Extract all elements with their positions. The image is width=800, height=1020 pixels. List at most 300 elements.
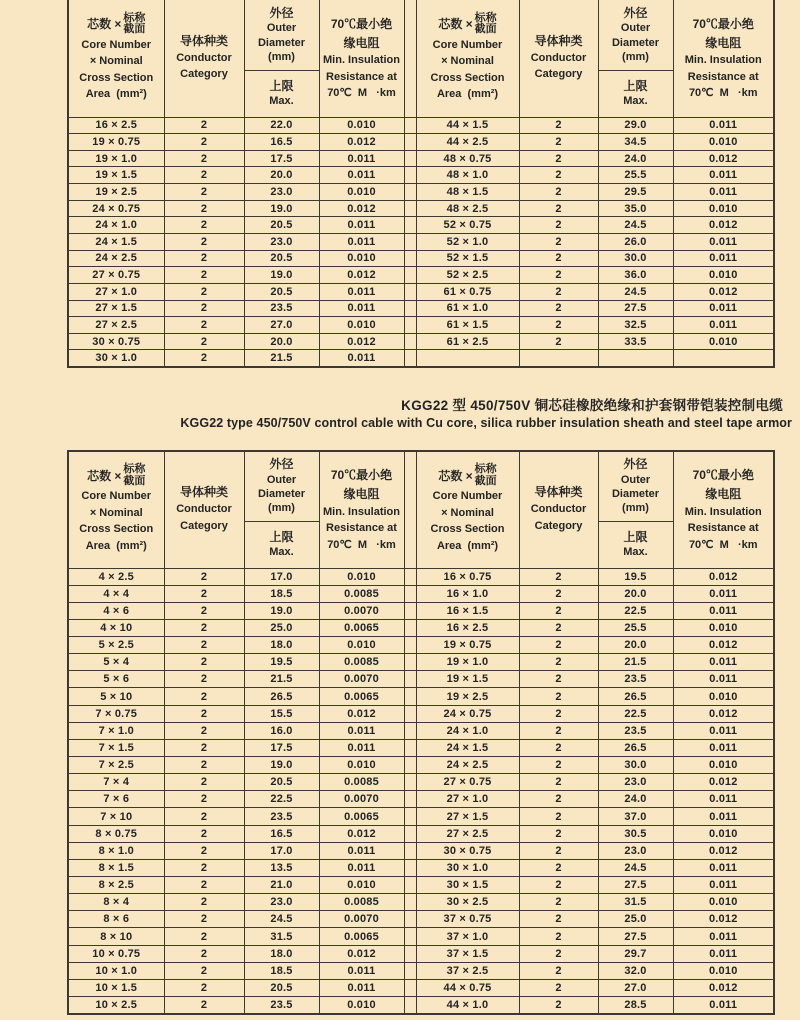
cell-insulation-resistance: 0.011 [319, 842, 404, 859]
header-core-number [416, 451, 519, 568]
table-row [68, 825, 774, 842]
cell-conductor-category: 2 [164, 134, 244, 151]
cell-conductor-category: 2 [164, 217, 244, 234]
cell-outer-diameter: 15.5 [244, 705, 319, 722]
cell-outer-diameter: 24.0 [598, 150, 673, 167]
cell-outer-diameter: 22.5 [598, 602, 673, 619]
cell-outer-diameter: 18.0 [244, 945, 319, 962]
header-outer-diameter [598, 451, 673, 521]
cell-outer-diameter: 27.5 [598, 300, 673, 317]
spacer-cell [404, 705, 416, 722]
spacer-cell [404, 671, 416, 688]
cell-core-spec: 5 × 4 [68, 654, 164, 671]
cell-conductor-category: 2 [519, 300, 598, 317]
cell-outer-diameter: 26.5 [598, 688, 673, 705]
cell-outer-diameter: 36.0 [598, 267, 673, 284]
conductor-en-line: Conductor [530, 51, 587, 64]
cell-insulation-resistance: 0.0065 [319, 619, 404, 636]
spacer-cell [404, 654, 416, 671]
header-core-number-zh [69, 11, 164, 37]
cell-insulation-resistance: 0.011 [673, 167, 774, 184]
cell-outer-diameter: 17.5 [244, 739, 319, 756]
cell-core-spec: 19 × 1.0 [416, 654, 519, 671]
table-row [68, 859, 774, 876]
cell-core-spec: 52 × 0.75 [416, 217, 519, 234]
core-number-en-line: Area (mm²) [436, 539, 499, 552]
od-max-en: Max. [269, 95, 294, 108]
spacer-cell [404, 739, 416, 756]
cell-conductor-category: 2 [519, 233, 598, 250]
od-max-en: Max. [269, 546, 294, 559]
cell-outer-diameter: 20.5 [244, 217, 319, 234]
cell-core-spec: 27 × 1.0 [68, 283, 164, 300]
cell-conductor-category: 2 [164, 350, 244, 367]
cell-outer-diameter: 16.0 [244, 722, 319, 739]
cell-conductor-category: 2 [519, 757, 598, 774]
insulation-zh-line: 70℃最小绝 [330, 468, 393, 483]
cell-outer-diameter: 20.0 [244, 167, 319, 184]
cell-conductor-category: 2 [519, 117, 598, 134]
cell-insulation-resistance: 0.012 [319, 134, 404, 151]
cell-conductor-category: 2 [519, 791, 598, 808]
cell-core-spec: 61 × 1.0 [416, 300, 519, 317]
header-outer-diameter [598, 0, 673, 70]
header-row-top [68, 451, 774, 521]
cell-conductor-category: 2 [164, 637, 244, 654]
cell-outer-diameter: 19.0 [244, 267, 319, 284]
table-row [68, 774, 774, 791]
spacer-cell [404, 962, 416, 979]
cell-outer-diameter: 24.5 [598, 283, 673, 300]
core-number-en-line: Cross Section [430, 523, 505, 536]
table-row [68, 350, 774, 367]
insulation-en-line: Resistance at [326, 70, 397, 83]
outer-diameter-en-line: (mm) [268, 50, 295, 63]
section-title-zh: KGG22 型 450/750V 铜芯硅橡胶绝缘和护套钢带铠装控制电缆 [401, 398, 783, 413]
cell-core-spec: 19 × 0.75 [416, 637, 519, 654]
header-insulation-resistance [319, 0, 404, 117]
cell-conductor-category: 2 [519, 705, 598, 722]
cell-outer-diameter: 23.0 [244, 233, 319, 250]
cell-outer-diameter: 23.5 [598, 671, 673, 688]
insulation-zh-line: 缘电阻 [705, 487, 742, 501]
cell-conductor-category [519, 350, 598, 367]
core-number-zh-top: 标称 [474, 11, 497, 24]
cell-core-spec: 16 × 1.0 [416, 585, 519, 602]
core-number-zh-bottom: 截面 [123, 474, 146, 487]
cell-core-spec: 27 × 0.75 [416, 774, 519, 791]
cell-insulation-resistance: 0.011 [673, 117, 774, 134]
cell-outer-diameter: 25.0 [244, 619, 319, 636]
core-number-en-line: Area (mm²) [436, 88, 499, 101]
cell-conductor-category: 2 [164, 739, 244, 756]
spacer-cell [404, 602, 416, 619]
cell-conductor-category: 2 [164, 568, 244, 585]
cell-core-spec: 24 × 1.0 [68, 217, 164, 234]
table-row [68, 117, 774, 134]
cell-core-spec: 37 × 0.75 [416, 911, 519, 928]
table-row [68, 739, 774, 756]
cell-outer-diameter: 23.0 [244, 894, 319, 911]
cell-conductor-category: 2 [519, 825, 598, 842]
cell-outer-diameter: 23.5 [244, 300, 319, 317]
table-row [68, 283, 774, 300]
table-row [68, 150, 774, 167]
cell-outer-diameter: 22.5 [244, 791, 319, 808]
cell-insulation-resistance: 0.010 [673, 267, 774, 284]
cell-conductor-category: 2 [164, 333, 244, 350]
cell-conductor-category: 2 [519, 842, 598, 859]
cell-core-spec: 24 × 2.5 [68, 250, 164, 267]
insulation-zh-line: 70℃最小绝 [692, 468, 754, 483]
conductor-zh: 导体种类 [179, 33, 228, 48]
core-number-zh-stack [123, 13, 145, 36]
core-number-zh-prefix: 芯数 × [87, 17, 122, 32]
cell-core-spec: 30 × 1.0 [68, 350, 164, 367]
cell-conductor-category: 2 [519, 671, 598, 688]
cell-insulation-resistance: 0.012 [673, 568, 774, 585]
cell-insulation-resistance: 0.010 [673, 200, 774, 217]
outer-diameter-en-line: Outer [266, 473, 297, 486]
cell-conductor-category: 2 [164, 317, 244, 334]
core-number-en-line: Core Number [81, 490, 152, 503]
cell-core-spec: 27 × 1.0 [416, 791, 519, 808]
cell-insulation-resistance: 0.012 [673, 637, 774, 654]
cell-core-spec: 19 × 1.5 [416, 671, 519, 688]
core-number-zh-prefix: 芯数 × [87, 468, 122, 483]
spacer-cell [404, 150, 416, 167]
spacer-cell [404, 250, 416, 267]
core-number-zh-stack [475, 13, 497, 36]
cell-insulation-resistance: 0.011 [673, 671, 774, 688]
cell-conductor-category: 2 [164, 757, 244, 774]
cell-conductor-category: 2 [519, 739, 598, 756]
cell-insulation-resistance: 0.011 [673, 928, 774, 945]
cell-conductor-category: 2 [519, 877, 598, 894]
header-core-number-zh [417, 465, 519, 488]
cell-outer-diameter: 23.5 [244, 808, 319, 825]
cell-core-spec: 8 × 6 [68, 911, 164, 928]
cell-conductor-category: 2 [164, 619, 244, 636]
header-od-max [598, 70, 673, 117]
spacer-cell [404, 757, 416, 774]
cell-outer-diameter: 24.5 [598, 217, 673, 234]
cell-insulation-resistance: 0.010 [319, 997, 404, 1014]
cell-conductor-category: 2 [164, 117, 244, 134]
cell-conductor-category: 2 [164, 300, 244, 317]
cell-core-spec: 52 × 1.0 [416, 233, 519, 250]
cell-core-spec: 5 × 10 [68, 688, 164, 705]
cell-outer-diameter: 37.0 [598, 808, 673, 825]
cell-core-spec: 7 × 10 [68, 808, 164, 825]
table-row [68, 962, 774, 979]
cell-insulation-resistance: 0.011 [319, 722, 404, 739]
cell-insulation-resistance: 0.0070 [319, 791, 404, 808]
cell-insulation-resistance: 0.012 [319, 333, 404, 350]
cell-core-spec: 7 × 1.5 [68, 739, 164, 756]
cell-core-spec: 61 × 0.75 [416, 283, 519, 300]
outer-diameter-en-line: Diameter [257, 36, 306, 49]
header-conductor-category [519, 451, 598, 568]
outer-diameter-en-line: (mm) [268, 502, 295, 515]
spacer-cell [404, 774, 416, 791]
cell-outer-diameter: 21.5 [598, 654, 673, 671]
cell-conductor-category: 2 [519, 602, 598, 619]
outer-diameter-zh: 外径 [269, 5, 294, 20]
core-number-en-line: Area (mm²) [85, 88, 147, 101]
cell-conductor-category: 2 [164, 945, 244, 962]
cell-core-spec: 37 × 1.0 [416, 928, 519, 945]
cell-outer-diameter: 25.5 [598, 619, 673, 636]
cell-insulation-resistance: 0.010 [673, 825, 774, 842]
cell-outer-diameter: 29.0 [598, 117, 673, 134]
cell-conductor-category: 2 [519, 911, 598, 928]
cell-core-spec: 7 × 6 [68, 791, 164, 808]
spacer-cell [404, 825, 416, 842]
cell-outer-diameter: 26.5 [244, 688, 319, 705]
core-number-en-line: × Nominal [89, 55, 143, 68]
cell-conductor-category: 2 [519, 585, 598, 602]
cell-core-spec: 61 × 2.5 [416, 333, 519, 350]
cell-conductor-category: 2 [164, 150, 244, 167]
header-insulation-resistance [673, 0, 774, 117]
cell-core-spec: 19 × 1.0 [68, 150, 164, 167]
spacer-cell [404, 184, 416, 201]
cell-insulation-resistance: 0.010 [319, 317, 404, 334]
cell-conductor-category: 2 [164, 283, 244, 300]
conductor-en-line: Category [534, 519, 583, 532]
cell-insulation-resistance: 0.012 [673, 150, 774, 167]
core-number-en-line: × Nominal [441, 55, 494, 68]
outer-diameter-en-line: Outer [620, 473, 651, 486]
cell-conductor-category: 2 [164, 722, 244, 739]
cell-core-spec: 10 × 1.5 [68, 979, 164, 996]
outer-diameter-en-line: Outer [266, 22, 297, 35]
header-od-max [244, 521, 319, 568]
table-row [68, 979, 774, 996]
cell-core-spec: 37 × 2.5 [416, 962, 519, 979]
cell-insulation-resistance: 0.011 [673, 808, 774, 825]
table-row [68, 671, 774, 688]
table-row [68, 705, 774, 722]
header-insulation-resistance [673, 451, 774, 568]
cell-outer-diameter: 24.5 [598, 859, 673, 876]
table-row [68, 317, 774, 334]
spacer-cell [404, 808, 416, 825]
cell-core-spec: 52 × 1.5 [416, 250, 519, 267]
cell-conductor-category: 2 [519, 200, 598, 217]
core-number-zh-prefix: 芯数 × [438, 17, 473, 32]
header-conductor-category [164, 451, 244, 568]
cell-insulation-resistance: 0.010 [673, 894, 774, 911]
cell-conductor-category: 2 [164, 928, 244, 945]
cell-conductor-category: 2 [519, 894, 598, 911]
core-number-zh-bottom: 截面 [123, 23, 146, 36]
cell-conductor-category: 2 [519, 859, 598, 876]
cell-core-spec: 19 × 0.75 [68, 134, 164, 151]
cell-conductor-category: 2 [519, 134, 598, 151]
cell-core-spec: 16 × 2.5 [416, 619, 519, 636]
cell-core-spec [416, 350, 519, 367]
cell-core-spec: 5 × 6 [68, 671, 164, 688]
cell-core-spec: 24 × 0.75 [416, 705, 519, 722]
cell-core-spec: 48 × 2.5 [416, 200, 519, 217]
cell-outer-diameter: 20.5 [244, 774, 319, 791]
cell-conductor-category: 2 [519, 250, 598, 267]
cell-core-spec: 8 × 1.0 [68, 842, 164, 859]
spacer-cell [404, 283, 416, 300]
cell-core-spec: 30 × 1.0 [416, 859, 519, 876]
conductor-en-line: Category [534, 68, 583, 81]
cell-insulation-resistance: 0.010 [319, 568, 404, 585]
cell-insulation-resistance: 0.012 [319, 200, 404, 217]
cell-insulation-resistance: 0.012 [673, 217, 774, 234]
cell-insulation-resistance: 0.0065 [319, 808, 404, 825]
cell-core-spec: 7 × 0.75 [68, 705, 164, 722]
insulation-en-line: Resistance at [326, 522, 397, 535]
spacer-cell [404, 167, 416, 184]
core-number-en-line: × Nominal [441, 506, 494, 519]
cell-conductor-category: 2 [164, 859, 244, 876]
cell-conductor-category: 2 [164, 825, 244, 842]
spacer-cell [404, 300, 416, 317]
spacer-cell [404, 637, 416, 654]
cell-outer-diameter: 19.0 [244, 602, 319, 619]
insulation-en-line: Min. Insulation [323, 54, 400, 67]
table-row [68, 585, 774, 602]
cell-insulation-resistance: 0.011 [319, 300, 404, 317]
cell-conductor-category: 2 [164, 250, 244, 267]
core-number-en-line: Core Number [432, 38, 503, 51]
cell-core-spec: 19 × 2.5 [68, 184, 164, 201]
cell-outer-diameter: 23.0 [244, 184, 319, 201]
cell-insulation-resistance: 0.010 [673, 962, 774, 979]
table-row [68, 877, 774, 894]
spacer-cell [404, 842, 416, 859]
insulation-en-line: 70℃ M ·km [327, 87, 396, 100]
cell-insulation-resistance: 0.011 [673, 877, 774, 894]
cell-core-spec: 27 × 2.5 [416, 825, 519, 842]
conductor-en-line: Conductor [530, 503, 587, 516]
core-number-en-line: Cross Section [79, 71, 154, 84]
header-core-number-zh [69, 465, 164, 488]
spacer-cell [404, 267, 416, 284]
cell-outer-diameter: 20.0 [598, 585, 673, 602]
table-row [68, 300, 774, 317]
cell-conductor-category: 2 [519, 167, 598, 184]
conductor-en-line: Category [180, 519, 228, 532]
cell-outer-diameter: 20.0 [598, 637, 673, 654]
cell-insulation-resistance: 0.0085 [319, 654, 404, 671]
cell-insulation-resistance: 0.011 [673, 859, 774, 876]
cell-outer-diameter: 30.0 [598, 757, 673, 774]
spacer-cell [404, 568, 416, 585]
conductor-zh: 导体种类 [534, 33, 583, 48]
cell-insulation-resistance: 0.011 [319, 150, 404, 167]
od-max-zh: 上限 [623, 78, 648, 93]
cell-outer-diameter: 21.0 [244, 877, 319, 894]
outer-diameter-en-line: (mm) [622, 50, 649, 63]
cell-conductor-category: 2 [164, 979, 244, 996]
cell-insulation-resistance: 0.0085 [319, 585, 404, 602]
cell-conductor-category: 2 [164, 962, 244, 979]
conductor-en-line: Category [180, 68, 228, 81]
cell-core-spec: 61 × 1.5 [416, 317, 519, 334]
header-spacer [404, 451, 416, 568]
cell-insulation-resistance: 0.011 [673, 184, 774, 201]
cell-conductor-category: 2 [164, 602, 244, 619]
cell-insulation-resistance: 0.0070 [319, 911, 404, 928]
cell-outer-diameter: 29.5 [598, 184, 673, 201]
outer-diameter-en-line: Diameter [257, 488, 306, 500]
cell-insulation-resistance: 0.011 [673, 654, 774, 671]
cell-outer-diameter: 27.5 [598, 877, 673, 894]
cell-outer-diameter: 23.5 [244, 997, 319, 1014]
header-core-number [416, 0, 519, 117]
cell-core-spec: 16 × 2.5 [68, 117, 164, 134]
cell-insulation-resistance: 0.0065 [319, 688, 404, 705]
cell-outer-diameter: 17.5 [244, 150, 319, 167]
outer-diameter-zh: 外径 [623, 457, 648, 472]
cell-core-spec: 48 × 1.5 [416, 184, 519, 201]
header-insulation-resistance [319, 451, 404, 568]
table-row [68, 842, 774, 859]
cell-insulation-resistance: 0.011 [319, 350, 404, 367]
cell-core-spec: 27 × 1.5 [416, 808, 519, 825]
cell-core-spec: 8 × 4 [68, 894, 164, 911]
spacer-cell [404, 791, 416, 808]
cell-outer-diameter: 27.0 [244, 317, 319, 334]
cell-core-spec: 44 × 1.0 [416, 997, 519, 1014]
cell-core-spec: 10 × 0.75 [68, 945, 164, 962]
cell-conductor-category: 2 [164, 671, 244, 688]
spacer-cell [404, 585, 416, 602]
od-max-zh: 上限 [623, 529, 648, 544]
conductor-en-line: Conductor [176, 503, 232, 516]
table-row [68, 757, 774, 774]
cell-conductor-category: 2 [519, 962, 598, 979]
cell-conductor-category: 2 [164, 911, 244, 928]
cell-outer-diameter: 18.5 [244, 962, 319, 979]
cell-outer-diameter: 31.5 [244, 928, 319, 945]
core-number-zh-stack [475, 464, 497, 487]
cell-outer-diameter: 30.5 [598, 825, 673, 842]
header-core-number [68, 0, 164, 117]
lower-spec-table [67, 450, 775, 1015]
table-row [68, 928, 774, 945]
header-od-max [598, 521, 673, 568]
cell-conductor-category: 2 [519, 267, 598, 284]
cell-outer-diameter: 26.0 [598, 233, 673, 250]
cell-insulation-resistance: 0.011 [673, 300, 774, 317]
spacer-cell [404, 688, 416, 705]
cell-conductor-category: 2 [519, 150, 598, 167]
cell-core-spec: 4 × 2.5 [68, 568, 164, 585]
spacer-cell [404, 217, 416, 234]
header-outer-diameter [244, 451, 319, 521]
cell-core-spec: 8 × 0.75 [68, 825, 164, 842]
spacer-cell [404, 200, 416, 217]
spacer-cell [404, 859, 416, 876]
cell-core-spec: 8 × 2.5 [68, 877, 164, 894]
cell-core-spec: 52 × 2.5 [416, 267, 519, 284]
table-row [68, 688, 774, 705]
cell-conductor-category: 2 [164, 791, 244, 808]
cell-insulation-resistance: 0.011 [319, 167, 404, 184]
table-row [68, 945, 774, 962]
cell-conductor-category: 2 [519, 979, 598, 996]
cell-core-spec: 44 × 0.75 [416, 979, 519, 996]
